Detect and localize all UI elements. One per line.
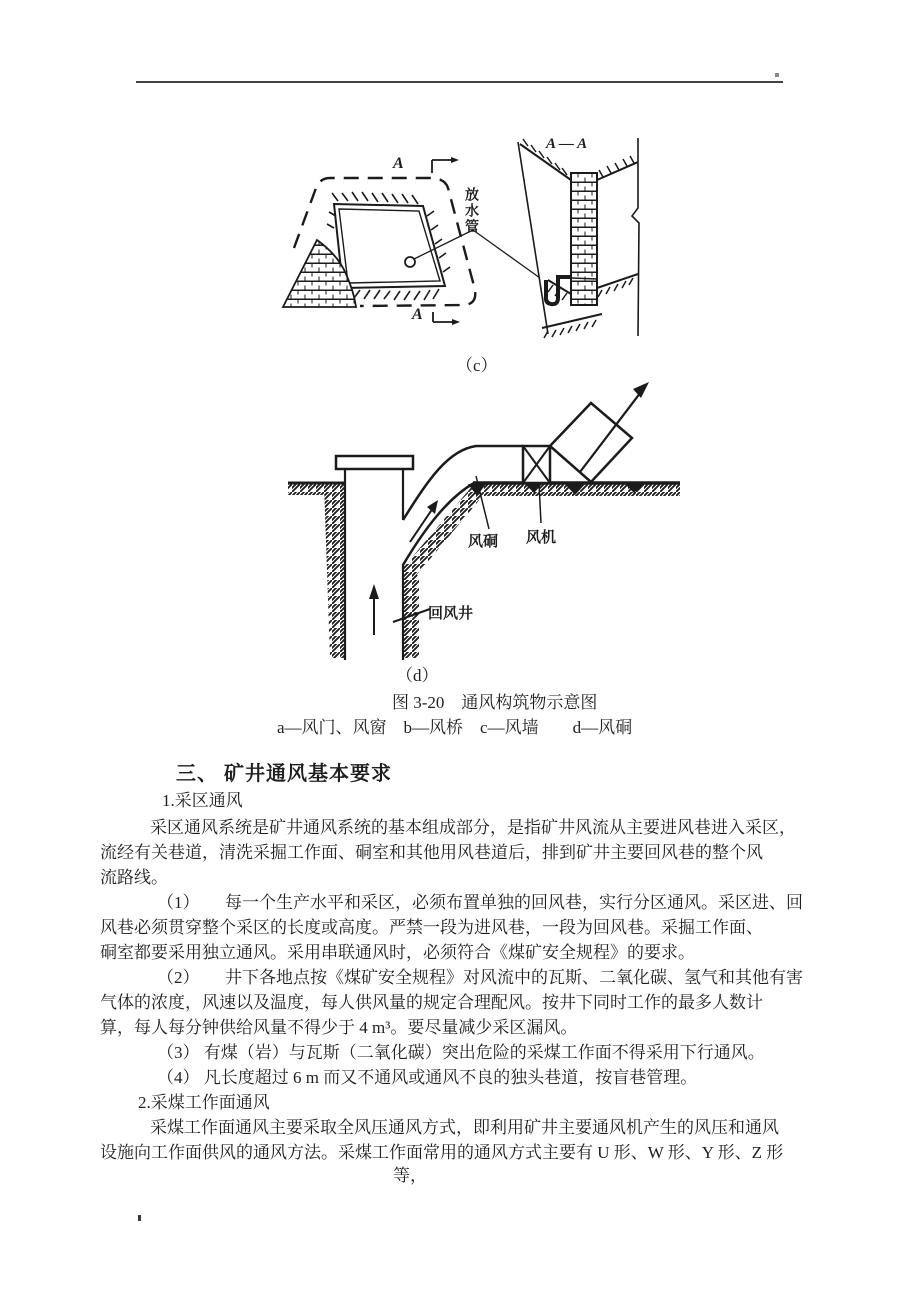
duct-label: 风硐 xyxy=(468,534,499,550)
text-line: 等， xyxy=(393,1166,427,1185)
section-view-title: A — A xyxy=(546,136,588,152)
scan-speck xyxy=(775,73,779,77)
text-line: 流经有关巷道，清洗采掘工作面、硐室和其他用风巷道后，排到矿井主要回风巷的整个风 xyxy=(100,843,763,862)
fan-label: 风机 xyxy=(526,530,557,546)
section-letter-a-bottom: A xyxy=(412,306,423,323)
text-line: （2） 井下各地点按《煤矿安全规程》对风流中的瓦斯、二氧化碳、氢气和其他有害 xyxy=(157,968,803,987)
text-line: （4） 凡长度超过 6 m 而又不通风或通风不良的独头巷道，按盲巷管理。 xyxy=(157,1068,698,1087)
text-line: 风巷必须贯穿整个采区的长度或高度。严禁一段为进风巷，一段为回风巷。采掘工作面、 xyxy=(100,918,763,937)
text-line: 硐室都要采用独立通风。采用串联通风时，必须符合《煤矿安全规程》的要求。 xyxy=(100,943,695,962)
diffuser-duct xyxy=(550,403,632,482)
text-line: （1） 每一个生产水平和采区，必须布置单独的回风巷，实行分区通风。采区进、回 xyxy=(157,893,803,912)
panel-c-label: （c） xyxy=(456,356,498,375)
text-line: 流路线。 xyxy=(100,868,168,887)
section-heading: 三、 矿井通风基本要求 xyxy=(176,763,392,785)
air-duct-lower-edge xyxy=(403,483,474,565)
text-line: 算，每人每分钟供给风量不得少于 4 m³。要尽量减少采区漏风。 xyxy=(100,1018,578,1037)
diagram-air-wall xyxy=(280,128,680,378)
scan-speck xyxy=(138,1215,141,1221)
section-right-border xyxy=(632,138,639,336)
brick-wall-section xyxy=(571,173,597,305)
text-line: 采区通风系统是矿井通风系统的基本组成部分，是指矿井风流从主要进风巷进入采区， xyxy=(150,818,796,837)
text-line: 2.采煤工作面通风 xyxy=(138,1093,270,1112)
figure-legend: a—风门、风窗 b—风桥 c—风墙 d—风硐 xyxy=(277,718,633,737)
tunnel-outline xyxy=(334,204,445,288)
figure-caption: 图 3-20 通风构筑物示意图 xyxy=(392,693,598,712)
text-line: （3） 有煤（岩）与瓦斯（二氧化碳）突出危险的采煤工作面不得采用下行通风。 xyxy=(157,1043,765,1062)
text-line: 1.采区通风 xyxy=(162,791,243,810)
text-line: 设施向工作面供风的通风方法。采煤工作面常用的通风方式主要有 U 形、W 形、Y 形、Z 形 xyxy=(100,1143,784,1162)
diagram-air-duct xyxy=(260,372,680,672)
shaft-label: 回风井 xyxy=(428,606,474,622)
text-line: 气体的浓度，风速以及温度，每人供风量的规定合理配风。按井下同时工作的最多人数计 xyxy=(100,993,763,1012)
drain-pipe-label: 放水管 xyxy=(463,187,478,235)
drain-pipe-hole xyxy=(405,257,415,267)
text-line: 采煤工作面通风主要采取全风压通风方式，即利用矿井主要通风机产生的风压和通风 xyxy=(150,1118,779,1137)
panel-d-label: （d） xyxy=(396,666,439,685)
shaft-cap xyxy=(336,456,413,469)
header-rule xyxy=(136,81,783,83)
section-letter-a-top: A xyxy=(393,155,404,172)
